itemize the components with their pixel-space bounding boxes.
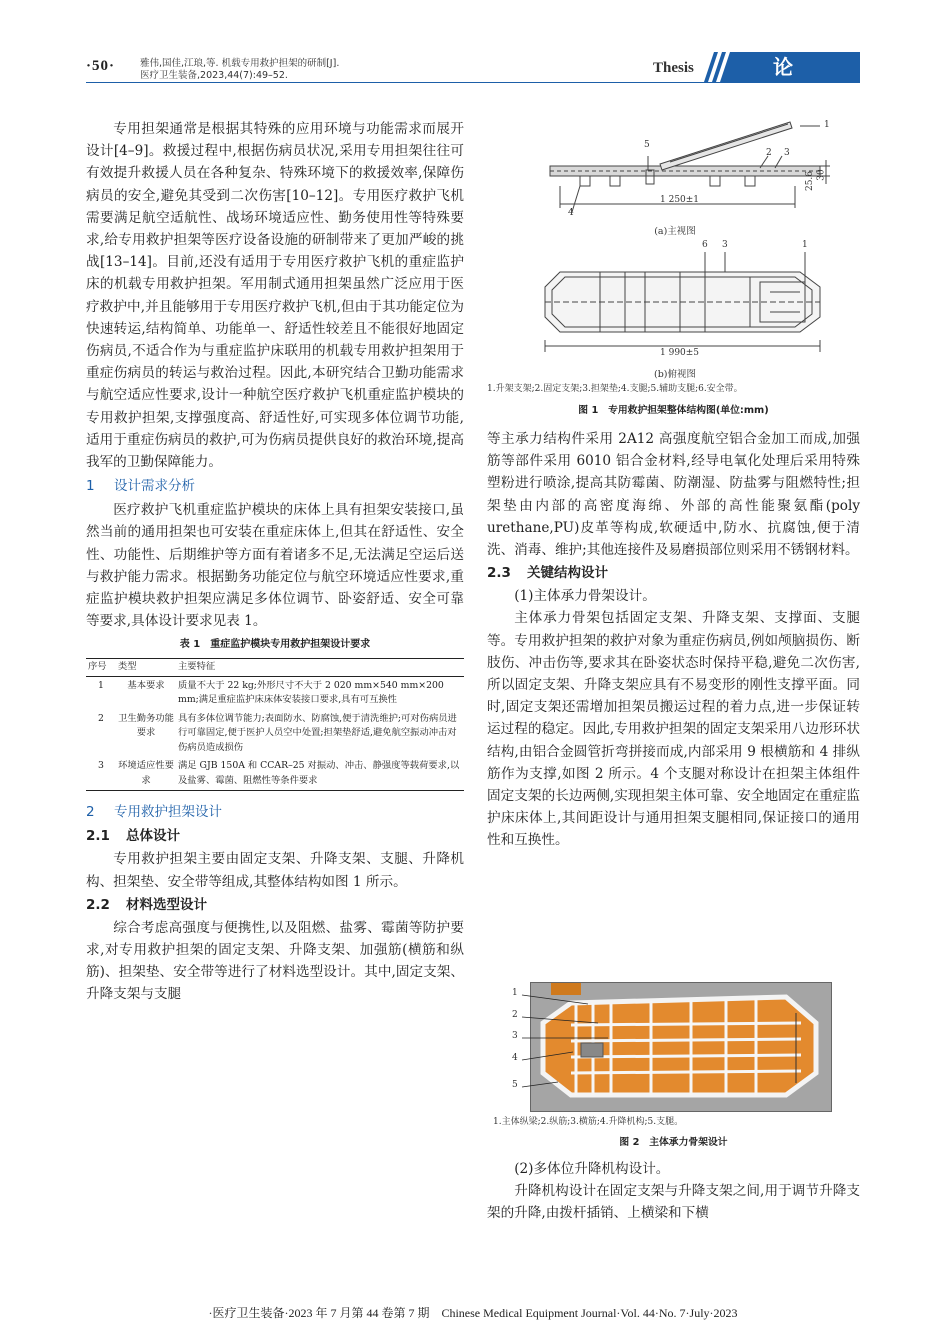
top-view	[545, 252, 820, 352]
fig1-callout-2: 2	[766, 148, 772, 158]
fig2-caption: 图 2 主体承力骨架设计	[619, 1137, 728, 1148]
fig2-callout-2: 2	[512, 1010, 518, 1020]
fig1-dim-top: 1 990±5	[660, 348, 700, 358]
subsection-2-paragraph: 升降机构设计在固定支架与升降支架之间,用于调节升降支架的升降,由拨杆插销、上横梁和下横	[487, 1183, 860, 1222]
fig1-top-label: (b)俯视图	[654, 369, 696, 380]
fig1-dim-front: 1 250±1	[660, 195, 700, 205]
section-1-paragraph: 医疗救护飞机重症监护模块的床体上具有担架安装接口,虽然当前的通用担架也可安装在重症床体上,但其在舒适性、安全性、功能性、后期维护等方面有着诸多不足,无法满足空运后送与救护能力需求。根据勤务功能定位与航空环境适应性要求,重症监护模块救护担架应满足多体位调节、卧姿舒适、安全可靠等要求,具体设计要求见表 1。	[86, 502, 464, 630]
fig1-callout-3: 3	[784, 148, 790, 158]
table-row: 2 卫生勤务功能要求 具有多体位调节能力;表面防水、防腐蚀,便于清洗维护;可对伤病员进行可靠固定,便于医护人员空中处置;担架垫舒适,避免航空振动冲击对伤病员造成损伤	[98, 712, 457, 753]
subsection-1-paragraph: 主体承力骨架包括固定支架、升降支架、支撑面、支腿等。专用救护担架的救护对象为重症伤病员,例如颅脑损伤、断肢伤、冲击伤等,要求其在卧姿状态时保持平稳,避免二次伤害,所以固定支架、升降支架应具有不易变形的刚性支撑平面。同时,固定支架还需增加担架员搬运过程的着力点,进一步保证转运过程的稳定。因此,专用救护担架的固定支架采用八边形环状结构,由铝合金圆管折弯拼接而成,内部采用 9 根横筋和 4 排纵筋作为支撑,如图 2 所示。4 个支腿对称设计在担架主体组件固定支架的长边两侧,实现担架主体可靠、安全地固定在重症监护床床体上,其间距设计与通用担架支腿相同,保证接口的通用性和互换性。	[487, 610, 860, 849]
section-2-heading: 2 专用救护担架设计	[86, 804, 222, 821]
table-1-caption: 表 1 重症监护模块专用救护担架设计要求	[179, 639, 371, 651]
subsection-1-title: (1)主体承力骨架设计。	[514, 588, 656, 605]
section-2-1-heading: 2.1 总体设计	[86, 828, 180, 845]
fig1-callout-1: 1	[824, 120, 830, 130]
fig1-callout-5: 5	[644, 140, 650, 150]
intro-paragraph: 专用担架通常是根据其特殊的应用环境与功能需求而展开设计[4–9]。救援过程中,根据伤病员状况,采用专用担架往往可有效提升救援人员在各种复杂、特殊环境下的救援效率,保障伤病员的安全,避免其受到二次伤害[10–12]。专用医疗救护飞机需要满足航空适航性、战场环境适应性、勤务使用性等特殊要求,给专用救护担架等医疗设备设施的研制带来了更加严峻的挑战[13–14]。目前,还没有适用于专用医疗救护飞机的重症监护床的机载专用救护担架。军用制式通用担架虽然广泛应用于医疗救护中,并且能够用于专用医疗救护飞机,但由于其功能定位为快速转运,结构简单、功能单一、舒适性较差且不能很好地固定伤病员,不适合作为与重症监护床联用的机载专用救护担架用于重症伤病员的转运与救治过程。因此,本研究结合卫勤功能需求与航空适应性要求,设计一种航空医疗救护飞机重症监护模块的专用救护担架,支撑强度高、舒适性好,可实现多体位调节功能,适用于重症伤病员的救护,可为伤病员提供良好的救治环境,提高我军的卫勤保障能力。	[86, 121, 464, 471]
figure-2-leader-lines	[518, 990, 618, 1100]
fig2-callout-1: 1	[512, 988, 518, 998]
subsection-2-title: (2)多体位升降机构设计。	[514, 1161, 670, 1177]
materials-continued: 等主承力结构件采用 2A12 高强度航空铝合金加工而成,加强筋等部件采用 6010 铝合金材料,经导电氧化处理后采用特殊塑粉进行喷涂,提高其防霉菌、防潮湿、防盐雾与阻燃特性;担架垫由内部的高密度海绵、外部的高性能聚氨酯(poly urethane,PU)皮革等构成,软硬适中,防水、抗腐蚀,便于清洗、消毒、维护;其他连接件及易磨损部位则采用不锈钢材料。	[487, 431, 860, 559]
section-2-2-heading: 2.2 材料选型设计	[86, 896, 207, 913]
design-requirements-table	[86, 658, 464, 791]
citation-line-1: 雅伟,国佳,江琅,等. 机载专用救护担架的研制[J].	[140, 58, 340, 69]
fig2-callout-3: 3	[512, 1031, 518, 1041]
fig1-legend: 1.升架支架;2.固定支架;3.担架垫;4.支腿;5.辅助支腿;6.安全带。	[487, 384, 743, 394]
th-no: 序号	[86, 659, 116, 677]
fig1-dim-h2: 30	[816, 169, 827, 181]
section-2-3-heading: 2.3 关键结构设计	[487, 565, 608, 582]
right-column-bottom	[487, 1158, 860, 1225]
fig1-callout-3b: 3	[722, 240, 728, 250]
section-label-zh: 论著	[773, 55, 837, 107]
section-2-2-paragraph: 综合考虑高强度与便携性,以及阻燃、盐雾、霉菌等防护要求,对专用救护担架的固定支架、升降支架、加强筋(横筋和纵筋)、担架垫、安全带等进行了材料选型设计。其中,固定支架、升降支架与支腿	[86, 919, 464, 1003]
header-rule	[86, 82, 860, 83]
fig1-callout-1b: 1	[802, 240, 808, 250]
fig1-front-label: (a)主视图	[654, 226, 696, 237]
left-column	[86, 118, 464, 1006]
right-column	[487, 428, 860, 852]
page-footer: ·医疗卫生装备·2023 年 7 月第 44 卷第 7 期 Chinese Medical Equipment Journal·Vol. 44·No. 7·July·2023	[208, 1306, 738, 1320]
fig2-callout-5: 5	[512, 1080, 518, 1090]
section-label-en: Thesis	[653, 60, 694, 76]
page-number: ·50·	[86, 58, 116, 74]
section-1-heading: 1 设计需求分析	[86, 478, 195, 495]
section-2-1-paragraph: 专用救护担架主要由固定支架、升降支架、支腿、升降机构、担架垫、安全带等组成,其整体结构如图 1 所示。	[86, 851, 464, 890]
fig1-dim-h1: 25.6	[805, 170, 816, 192]
fig1-caption: 图 1 专用救护担架整体结构图(单位:mm)	[578, 405, 769, 416]
fig2-callout-4: 4	[512, 1053, 518, 1063]
th-feature: 主要特征	[176, 659, 464, 677]
citation-line-2: 医疗卫生装备,2023,44(7):49–52.	[140, 70, 288, 81]
th-type: 类型	[116, 659, 176, 677]
table-row: 1 基本要求 质量不大于 22 kg;外形尺寸不大于 2 020 mm×540 mm×200 mm;满足重症监护床床体安装接口要求,具有可互换性	[98, 679, 444, 706]
table-row: 3 环境适应性要求 满足 GJB 150A 和 CCAR–25 对振动、冲击、静强度等载荷要求,以及盐雾、霉菌、阻燃性等条件要求	[86, 757, 464, 791]
fig1-callout-4: 4	[568, 208, 574, 218]
fig1-callout-6: 6	[702, 240, 708, 250]
fig2-legend: 1.主体纵梁;2.纵筋;3.横筋;4.升降机构;5.支腿。	[493, 1117, 684, 1127]
